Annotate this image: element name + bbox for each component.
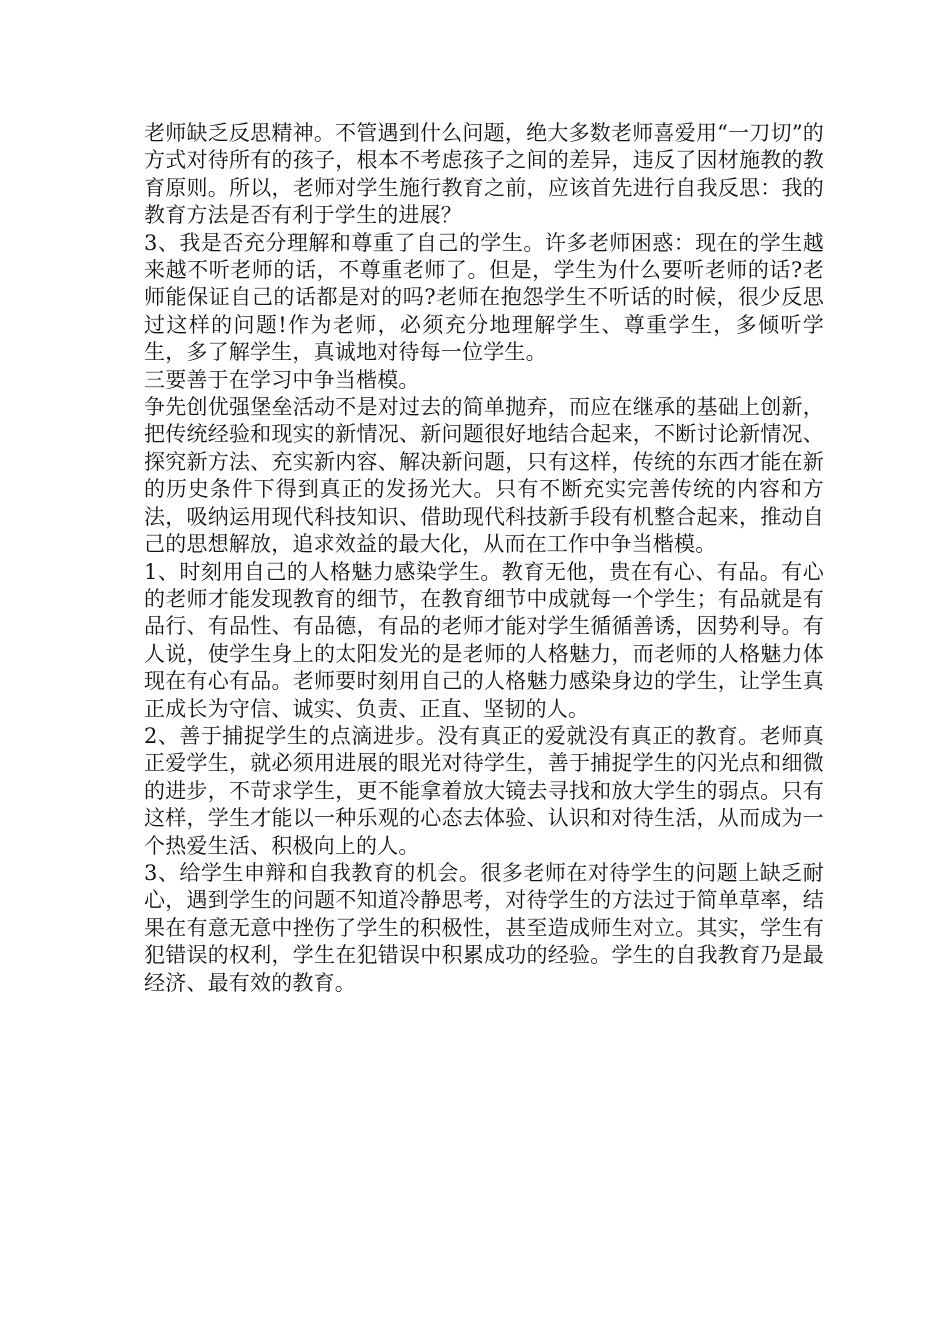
paragraph-self-education: 3、给学生申辩和自我教育的机会。很多老师在对待学生的问题上缺乏耐心，遇到学生的问题不知道冷静思考，对待学生的方法过于简单草率，结果在有意无意中挫伤了学生的积极性，甚至造成师生对立。其实，学生有犯错误的权利，学生在犯错误中积累成功的经验。学生的自我教育乃是最经济、最有效的教育。 [144, 860, 824, 995]
section-heading-role-model: 三要善于在学习中争当楷模。 [144, 367, 420, 392]
paragraph-innovation: 争先创优强堡垒活动不是对过去的简单抛弃，而应在继承的基础上创新，把传统经验和现实的新情况、新问题很好地结合起来，不断讨论新情况、探究新方法、充实新内容、解决新问题，只有这样，传统的东西才能在新的历史条件下得到真正的发扬光大。只有不断充实完善传统的内容和方法，吸纳运用现代科技知识、借助现代科技新手段有机整合起来，推动自己的思想解放，追求效益的最大化，从而在工作中争当楷模。 [144, 395, 824, 557]
paragraph-student-progress: 2、善于捕捉学生的点滴进步。没有真正的爱就没有真正的教育。老师真正爱学生，就必须用进展的眼光对待学生，善于捕捉学生的闪光点和细微的进步，不苛求学生，更不能拿着放大镜去寻找和放大学生的弱点。只有这样，学生才能以一种乐观的心态去体验、认识和对待生活，从而成为一个热爱生活、积极向上的人。 [144, 723, 824, 858]
paragraph-reflection-intro: 老师缺乏反思精神。不管遇到什么问题，绝大多数老师喜爱用“一刀切”的方式对待所有的孩子，根本不考虑孩子之间的差异，违反了因材施教的教育原则。所以，老师对学生施行教育之前，应该首先进行自我反思：我的教育方法是否有利于学生的进展？ [144, 121, 824, 228]
paragraph-personal-charm: 1、时刻用自己的人格魅力感染学生。教育无他，贵在有心、有品。有心的老师才能发现教育的细节，在教育细节中成就每一个学生；有品就是有品行、有品性、有品德，有品的老师才能对学生循循善诱，因势利导。有人说，使学生身上的太阳发光的是老师的人格魅力，而老师的人格魅力体现在有心有品。老师要时刻用自己的人格魅力感染身边的学生，让学生真正成长为守信、诚实、负责、正直、坚韧的人。 [144, 559, 824, 721]
document-body [144, 120, 824, 997]
paragraph-respect-students: 3、我是否充分理解和尊重了自己的学生。许多老师困惑：现在的学生越来越不听老师的话，不尊重老师了。但是，学生为什么要听老师的话?老师能保证自己的话都是对的吗?老师在抱怨学生不听话的时候，很少反思过这样的问题!作为老师，必须充分地理解学生、尊重学生，多倾听学生，多了解学生，真诚地对待每一位学生。 [144, 230, 824, 365]
